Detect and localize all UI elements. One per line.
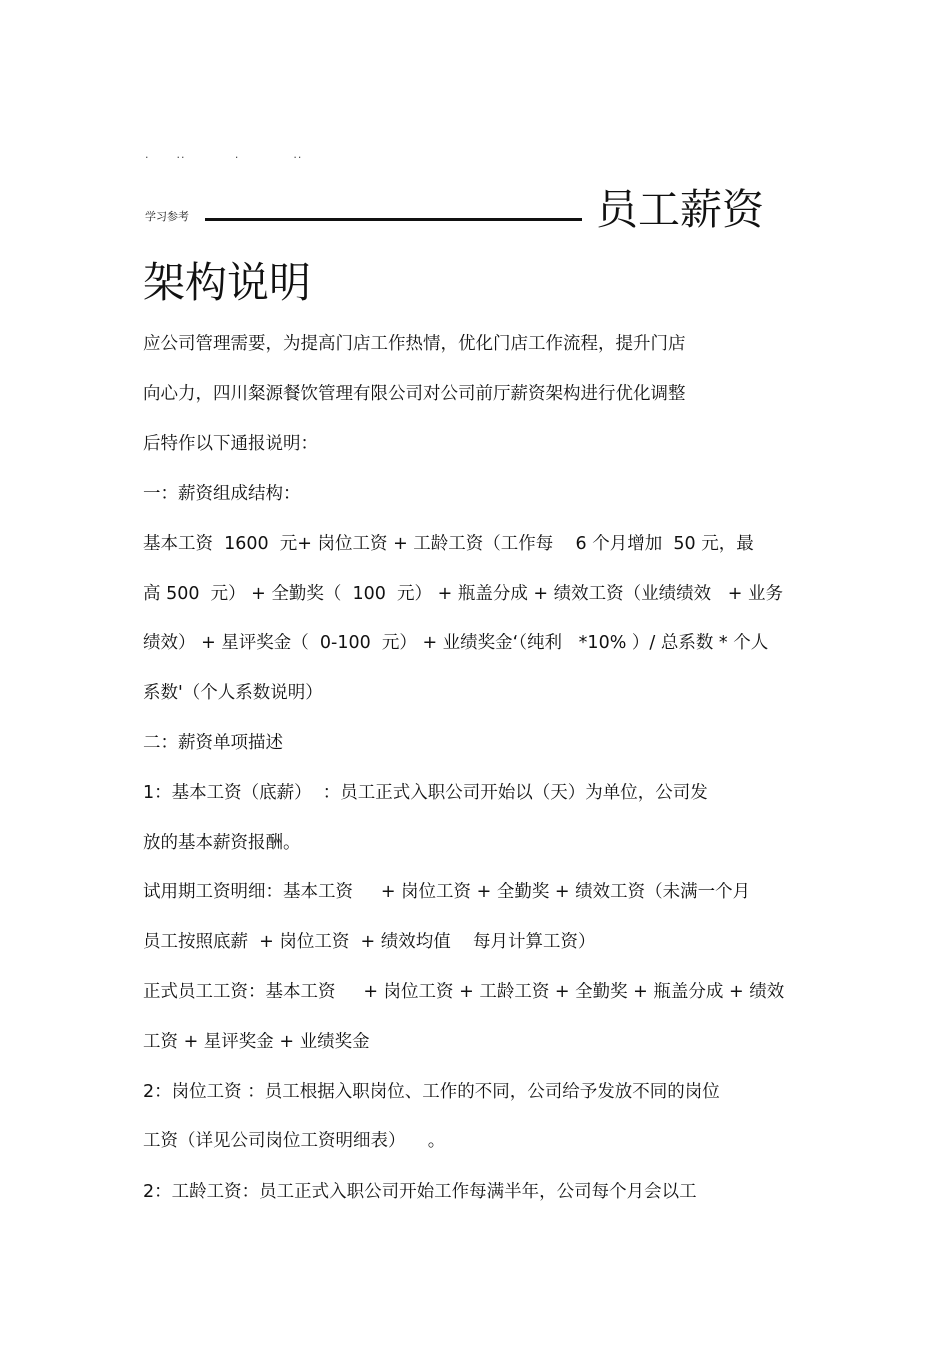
- paragraph-line: 正式员工工资：基本工资 + 岗位工资 + 工龄工资 + 全勤奖 + 瓶盖分成 + 绩效: [143, 982, 785, 1002]
- paragraph-line: 2：工龄工资：员工正式入职公司开始工作每满半年，公司每个月会以工: [143, 1182, 697, 1202]
- section-heading: 二：薪资单项描述: [143, 733, 283, 753]
- header-dots: . .. . ..: [145, 148, 303, 161]
- document-title-part1: 员工薪资: [596, 185, 765, 234]
- paragraph-line: 基本工资 1600 元+ 岗位工资 + 工龄工资（工作每 6 个月增加 50 元，最: [143, 534, 754, 554]
- paragraph-line: 系数'（个人系数说明）: [143, 683, 323, 703]
- paragraph-line: 试用期工资明细：基本工资 + 岗位工资 + 全勤奖 + 绩效工资（未满一个月: [143, 882, 751, 902]
- paragraph-line: 高 500 元） + 全勤奖（ 100 元） + 瓶盖分成 + 绩效工资（业绩绩效 + 业务: [143, 584, 784, 604]
- document-title-part2: 架构说明: [143, 258, 312, 307]
- header-rule: [205, 218, 582, 221]
- section-heading: 一：薪资组成结构：: [143, 484, 301, 504]
- paragraph-line: 放的基本薪资报酬。: [143, 833, 301, 853]
- paragraph-line: 应公司管理需要，为提高门店工作热情，优化门店工作流程，提升门店: [143, 334, 686, 354]
- paragraph-line: 后特作以下通报说明：: [143, 434, 318, 454]
- paragraph-line: 员工按照底薪 + 岗位工资 + 绩效均值 每月计算工资）: [143, 932, 596, 952]
- paragraph-line: 工资（详见公司岗位工资明细表） 。: [143, 1131, 446, 1151]
- paragraph-line: 向心力，四川粲源餐饮管理有限公司对公司前厅薪资架构进行优化调整: [143, 384, 686, 404]
- paragraph-line: 绩效） + 星评奖金（ 0-100 元） + 业绩奖金‘（纯利 *10% ）/ 总系数 * 个人: [143, 633, 769, 653]
- paragraph-line: 2：岗位工资 ：员工根据入职岗位、工作的不同，公司给予发放不同的岗位: [143, 1082, 720, 1102]
- paragraph-line: 工资 + 星评奖金 + 业绩奖金: [143, 1032, 370, 1052]
- paragraph-line: 1：基本工资（底薪） ：员工正式入职公司开始以（天）为单位，公司发: [143, 783, 708, 803]
- reference-label: 学习参考: [145, 210, 189, 223]
